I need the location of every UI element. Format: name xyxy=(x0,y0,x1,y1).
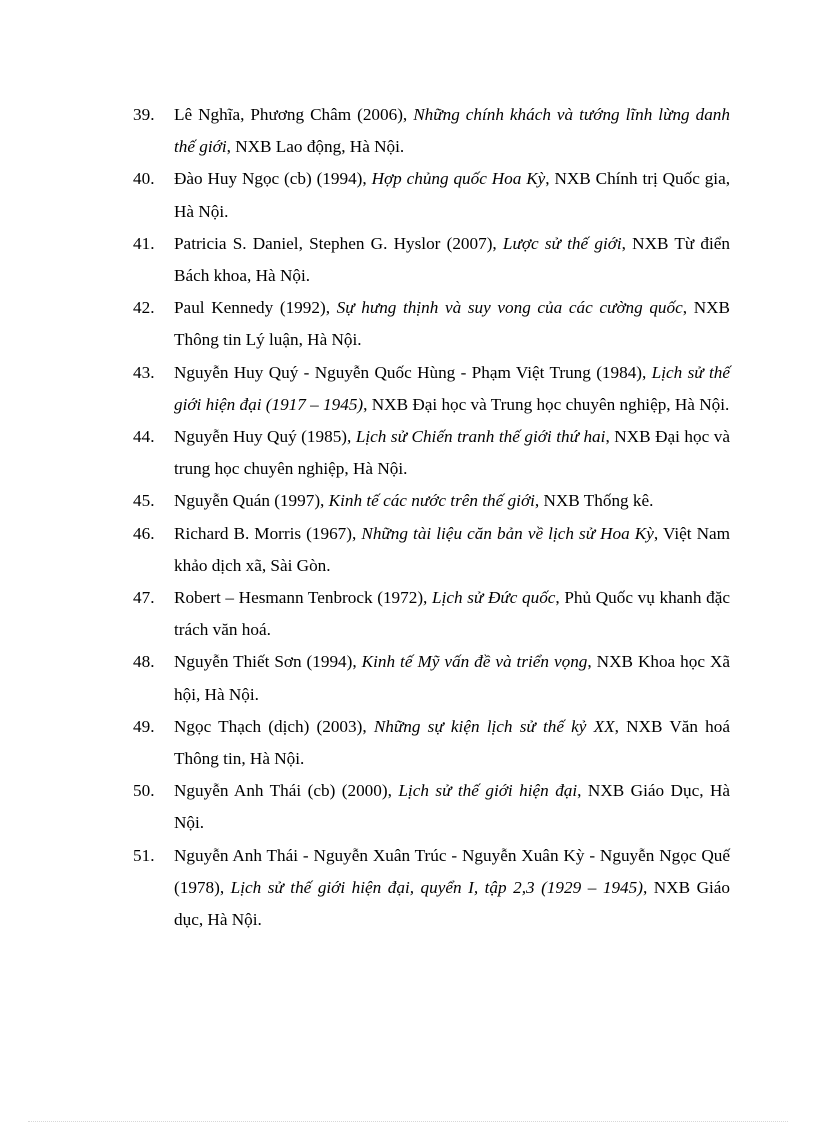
page-bottom-divider xyxy=(28,1121,788,1122)
reference-publisher: , NXB Đại học và trung học chuyên nghiệp, Hà Nội. xyxy=(174,427,730,479)
reference-title: Lịch sử Đức quốc xyxy=(432,588,556,608)
reference-number: 48. xyxy=(133,652,155,672)
reference-item xyxy=(133,228,730,292)
reference-number: 46. xyxy=(133,523,155,543)
reference-number: 43. xyxy=(133,362,155,382)
reference-title: Lịch sử thế giới hiện đại (1917 – 1945) xyxy=(174,362,730,414)
reference-title: Hợp chủng quốc Hoa Kỳ xyxy=(371,169,546,189)
reference-authors: Richard B. Morris (1967), xyxy=(174,523,362,543)
reference-publisher: , NXB Từ điển Bách khoa, Hà Nội. xyxy=(174,233,730,286)
reference-publisher: , NXB Chính trị Quốc gia, Hà Nội. xyxy=(174,169,730,221)
reference-title: Lược sử thế giới xyxy=(502,233,622,253)
reference-item xyxy=(133,582,730,646)
reference-authors: Lê Nghĩa, Phương Châm (2006), xyxy=(174,105,414,124)
reference-authors: Nguyễn Huy Quý - Nguyễn Quốc Hùng - Phạm Việt Trung (1984), xyxy=(174,362,652,382)
reference-title: Kinh tế Mỹ vấn đề và triển vọng xyxy=(361,652,588,672)
reference-authors: Nguyễn Thiết Sơn (1994), xyxy=(174,652,362,672)
reference-item xyxy=(133,775,730,839)
reference-item xyxy=(133,518,730,582)
reference-number: 42. xyxy=(133,298,155,318)
reference-number: 50. xyxy=(133,781,155,801)
reference-number: 51. xyxy=(133,845,155,865)
reference-publisher: , NXB Giáo Dục, Hà Nội. xyxy=(174,781,730,833)
reference-number: 41. xyxy=(133,233,155,253)
reference-number: 40. xyxy=(133,169,155,189)
reference-number: 49. xyxy=(133,716,155,736)
reference-title: Những tài liệu căn bản về lịch sử Hoa Kỳ xyxy=(361,523,654,543)
reference-item xyxy=(133,646,730,710)
reference-publisher: , NXB Giáo dục, Hà Nội. xyxy=(174,877,730,930)
reference-authors: Patricia S. Daniel, Stephen G. Hyslor (2007), xyxy=(174,233,503,253)
reference-title: Lịch sử thế giới hiện đại, quyển I, tập 2,3 (1929 – 1945) xyxy=(230,877,643,897)
reference-number: 39. xyxy=(133,105,155,124)
reference-list xyxy=(133,99,730,936)
reference-authors: Ngọc Thạch (dịch) (2003), xyxy=(174,716,374,736)
reference-item xyxy=(133,421,730,485)
reference-authors: Nguyễn Huy Quý (1985), xyxy=(174,427,356,447)
reference-item xyxy=(133,292,730,356)
reference-title: Những chính khách và tướng lĩnh lừng danh thế giới xyxy=(174,105,730,157)
reference-number: 45. xyxy=(133,491,155,511)
reference-publisher: , NXB Thông tin Lý luận, Hà Nội. xyxy=(174,298,730,350)
reference-authors: Nguyễn Quán (1997), xyxy=(174,491,329,511)
reference-item xyxy=(133,99,730,163)
reference-title: Kinh tế các nước trên thế giới xyxy=(328,491,535,511)
reference-authors: Đào Huy Ngọc (cb) (1994), xyxy=(174,169,372,189)
reference-publisher: , NXB Lao động, Hà Nội. xyxy=(226,137,405,157)
reference-title: Lịch sử Chiến tranh thế giới thứ hai xyxy=(355,427,606,447)
reference-publisher: , Việt Nam khảo dịch xã, Sài Gòn. xyxy=(174,523,730,575)
reference-item xyxy=(133,163,730,227)
reference-title: Sự hưng thịnh và suy vong của các cường quốc xyxy=(336,298,683,318)
reference-publisher: , NXB Văn hoá Thông tin, Hà Nội. xyxy=(174,716,730,769)
reference-publisher: , Phủ Quốc vụ khanh đặc trách văn hoá. xyxy=(174,588,730,640)
reference-item xyxy=(133,711,730,775)
reference-item xyxy=(133,485,730,517)
reference-title: Những sự kiện lịch sử thế kỷ XX xyxy=(373,716,615,736)
reference-publisher: , NXB Khoa học Xã hội, Hà Nội. xyxy=(174,652,730,704)
reference-publisher: , NXB Thống kê. xyxy=(534,491,654,511)
reference-publisher: , NXB Đại học và Trung học chuyên nghiệp, Hà Nội. xyxy=(363,394,730,414)
reference-authors: Robert – Hesmann Tenbrock (1972), xyxy=(174,588,433,608)
reference-title: Lịch sử thế giới hiện đại xyxy=(398,781,578,801)
reference-authors: Nguyễn Anh Thái (cb) (2000), xyxy=(174,781,399,801)
reference-number: 47. xyxy=(133,588,155,608)
reference-item xyxy=(133,357,730,421)
reference-item xyxy=(133,840,730,937)
reference-authors: Paul Kennedy (1992), xyxy=(174,298,337,318)
reference-authors: Nguyễn Anh Thái - Nguyễn Xuân Trúc - Nguyễn Xuân Kỳ - Nguyễn Ngọc Quế (1978), xyxy=(174,845,730,897)
reference-number: 44. xyxy=(133,427,155,447)
